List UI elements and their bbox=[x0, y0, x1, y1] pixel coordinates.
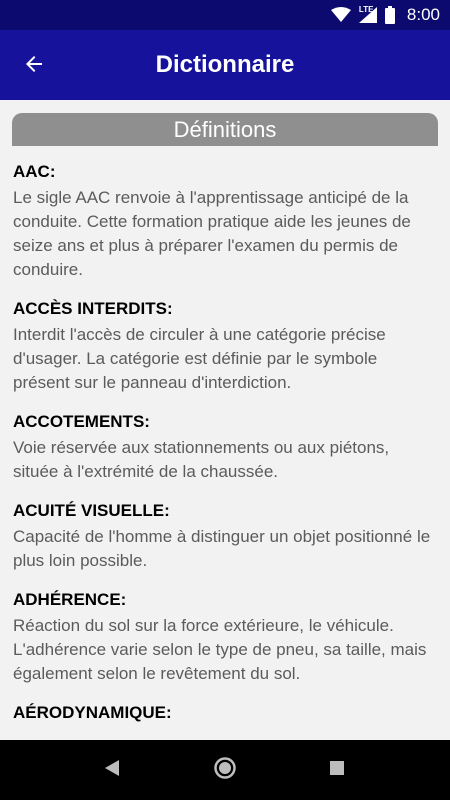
term-definition: Voie réservée aux stationnements ou aux piétons, située à l'extrémité de la chaussée. bbox=[13, 438, 390, 481]
status-bar bbox=[0, 0, 450, 30]
nav-back-button[interactable] bbox=[97, 755, 127, 785]
square-recents-icon bbox=[329, 760, 345, 781]
nav-home-button[interactable] bbox=[210, 755, 240, 785]
status-time: 8:00 bbox=[406, 5, 440, 24]
wifi-icon bbox=[331, 7, 351, 23]
triangle-back-icon bbox=[104, 759, 120, 782]
term-definition: Interdit l'accès de circuler à une catégorie précise d'usager. La catégorie est définie par le symbole présent sur le panneau d'interdiction. bbox=[13, 325, 386, 392]
section-title: Définitions bbox=[173, 116, 277, 142]
term-definition: Réaction du sol sur la force extérieure, le véhicule. L'adhérence varie selon le type de pneu, sa taille, mais également selon le revêtement du sol. bbox=[13, 616, 427, 683]
list-item bbox=[13, 160, 438, 282]
back-button[interactable] bbox=[18, 50, 50, 82]
term-title: AAC: bbox=[13, 162, 56, 181]
content-area[interactable] bbox=[0, 100, 450, 740]
definitions-list bbox=[13, 160, 438, 740]
term-title: ACUITÉ VISUELLE: bbox=[13, 501, 170, 520]
term-title: ADHÉRENCE: bbox=[13, 590, 127, 609]
nav-recents-button[interactable] bbox=[322, 755, 352, 785]
battery-icon bbox=[385, 6, 395, 24]
circle-home-icon bbox=[213, 756, 237, 785]
signal-icon bbox=[359, 7, 377, 23]
page-title: Dictionnaire bbox=[155, 51, 295, 78]
term-definition: Capacité de l'homme à distinguer un objet positionné le plus loin possible. bbox=[13, 527, 431, 570]
list-item bbox=[13, 499, 438, 573]
term-definition: Le sigle AAC renvoie à l'apprentissage anticipé de la conduite. Cette formation pratique aide les jeunes de seize ans et plus à préparer l'examen du permis de conduire. bbox=[13, 188, 411, 279]
app-bar bbox=[0, 30, 450, 100]
term-title: ACCÈS INTERDITS: bbox=[13, 299, 173, 318]
term-title: AÉRODYNAMIQUE: bbox=[13, 703, 172, 722]
list-item bbox=[13, 701, 438, 725]
system-nav-bar bbox=[0, 740, 450, 800]
term-title: ACCOTEMENTS: bbox=[13, 412, 150, 431]
arrow-left-icon bbox=[22, 52, 46, 81]
section-header bbox=[12, 113, 438, 146]
list-item bbox=[13, 297, 438, 395]
list-item bbox=[13, 410, 438, 484]
network-type-label: LTE bbox=[358, 5, 374, 14]
status-icons bbox=[331, 0, 440, 30]
list-item bbox=[13, 588, 438, 686]
